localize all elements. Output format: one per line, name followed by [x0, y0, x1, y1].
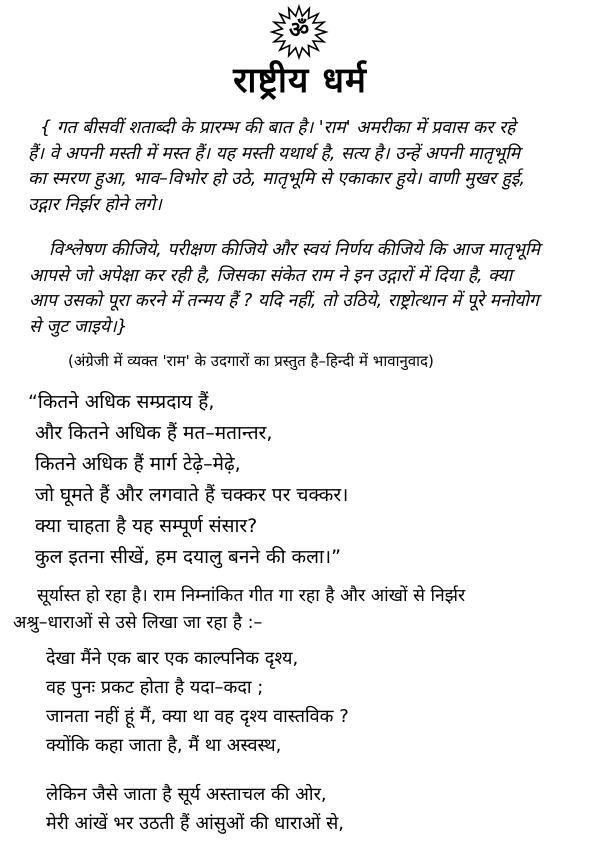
om-glyph: ॐ: [288, 18, 310, 43]
intro-line: उद्गार निर्झर होने लगे।: [28, 194, 162, 215]
poem-line: जानता नहीं हूं मैं, क्या था वह दृश्य वास्तविक ?: [46, 706, 349, 727]
sunset-paragraph: [13, 583, 466, 637]
intro-line: { गत बीसवीं शताब्दी के प्रारम्भ की बात है। 'राम' अमरीका में प्रवास कर रहे: [40, 118, 516, 138]
om-emblem: [268, 4, 330, 60]
poem-line: और कितने अधिक हैं मत–मतान्तर,: [35, 422, 273, 444]
appeal-line: आप उसको पूरा करने में तन्मय हैं ? यदि नहीं, तो उठिये, राष्ट्रोत्थान में पूरे मनोयोग: [29, 291, 539, 311]
page-title: राष्ट्रीय धर्म: [233, 61, 367, 101]
poem-line: क्या चाहता है यह सम्पूर्ण संसार?: [35, 515, 258, 537]
poem-line: क्योंकि कहा जाता है, मैं था अस्वस्थ,: [46, 735, 282, 756]
poem-line: “कितने अधिक सम्प्रदाय हैं,: [28, 391, 215, 413]
poem-line: लेकिन जैसे जाता है सूर्य अस्ताचल की ओर,: [46, 784, 327, 805]
appeal-line: से जुट जाइये।}: [29, 316, 128, 337]
poem-line: जो घूमते हैं और लगवाते हैं चक्कर पर चक्कर।: [35, 484, 349, 506]
intro-line: का स्मरण हुआ, भाव–विभोर हो उठे, मातृभूमि से एकाकार हुये। वाणी मुखर हुई,: [28, 169, 526, 189]
intro-line: हैं। वे अपनी मस्ती में मस्त हैं। यह मस्ती यथार्थ है, सत्य है। उन्हें अपनी मातृभूमि: [28, 143, 521, 164]
poem-line: वह पुनः प्रकट होता है यदा–कदा ;: [46, 677, 264, 698]
appeal-line: आपसे जो अपेक्षा कर रही है, जिसका संकेत राम ने इन उद्गारों में दिया है, क्या: [29, 265, 513, 286]
poem-line: कुल इतना सीखें, हम दयालु बनने की कला।”: [35, 546, 341, 568]
poem-line: देखा मैंने एक बार एक काल्पनिक दृश्य,: [46, 648, 299, 669]
sunset-line: अश्रु–धाराओं से उसे लिखा जा रहा है :–: [13, 613, 263, 633]
appeal-paragraph: [29, 238, 540, 340]
poem-stanza-two: [46, 644, 349, 760]
translation-note: (अंग्रेजी में व्यक्त 'राम' के उदगारों का प्रस्तुत है–हिन्दी में भावानुवाद): [68, 352, 434, 370]
poem-stanza-one: [28, 387, 348, 573]
sunset-line: सूर्यास्त हो रहा है। राम निम्नांकित गीत गा रहा है और आंखों से निर्झर: [37, 586, 466, 606]
poem-line: मेरी आंखें भर उठती हैं आंसुओं की धाराओं से,: [46, 813, 344, 834]
intro-paragraph: [28, 116, 526, 218]
poem-stanza-three: [46, 780, 344, 838]
poem-line: कितने अधिक हैं मार्ग टेढ़े–मेढ़े,: [35, 453, 241, 475]
appeal-line: विश्लेषण कीजिये, परीक्षण कीजिये और स्वयं निर्णय कीजिये कि आज मातृभूमि: [49, 240, 540, 260]
